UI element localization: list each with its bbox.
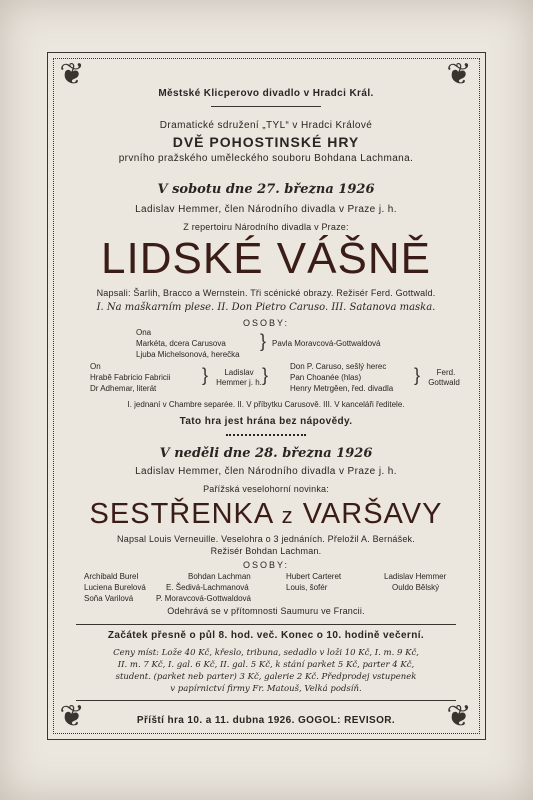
society-name: Dramatické sdružení „TYL“ v Hradci Králové (159, 120, 373, 131)
play2-director: Režisér Bohdan Lachman. (210, 546, 322, 556)
next-performance: Příští hra 10. a 11. dubna 1926. GOGOL: REVISOR. (136, 715, 396, 726)
play1-cast-heading: OSOBY: (242, 318, 289, 328)
cast-name: Hrabě Fabricio Fabricii (90, 373, 171, 382)
play2-credits: Napsal Louis Verneuille. Veselohra o 3 jednáních. Přeložil A. Bernášek. (117, 534, 415, 544)
cast-actor: Ouldo Bělský (392, 583, 440, 592)
play1-note: Tato hra jest hrána bez nápovědy. (179, 416, 353, 427)
prices-line: v papírnictví firmy Fr. Matouš, Velká podsíň. (170, 684, 362, 694)
play2-novelty: Pařížská veselohorní novinka: (203, 484, 329, 494)
cast-actor: Hemmer j. h. (216, 378, 262, 387)
brace: } (414, 365, 421, 385)
divider (76, 624, 456, 625)
cast-name: Hubert Carteret (286, 572, 342, 581)
theatre-name: Městské Klicperovo divadlo v Hradci Král. (158, 88, 374, 99)
cast-actor: P. Moravcová-Gottwaldová (156, 594, 252, 603)
cast-actor: Ladislav Hemmer (384, 572, 447, 581)
brace: } (202, 365, 209, 385)
divider (211, 106, 321, 107)
play1-scenes: I. Na maškarním plese. II. Don Pietro Caruso. III. Satanova maska. (96, 302, 436, 313)
play1-credits: Napsali: Šarlih, Bracco a Wernstein. Tři scénické obrazy. Režisér Ferd. Gottwald. (96, 288, 436, 298)
cast-actor: Ferd. (436, 368, 456, 377)
ensemble: prvního pražského uměleckého souboru Bohdana Lachmana. (118, 153, 414, 164)
cast-actor: E. Šedivá-Lachmanová (166, 583, 249, 592)
cast-name: Luciena Burelová (84, 583, 146, 592)
corner-ornament-icon: ❦ (446, 699, 472, 734)
play2-guest: Ladislav Hemmer, člen Národního divadla v Praze j. h. (135, 466, 397, 477)
cast-actor: Ladislav (224, 368, 254, 377)
brace: } (262, 365, 269, 385)
cast-name: On (90, 362, 101, 371)
play2-title (66, 496, 466, 534)
cast-name: Archibald Burel (84, 572, 139, 581)
cast-name: Dr Adhemar, literát (90, 384, 157, 393)
cast-actor: Bohdan Lachman (188, 572, 251, 581)
cast-actor: Gottwald (428, 378, 460, 387)
headline: DVĚ POHOSTINSKÉ HRY (172, 134, 360, 150)
cast-name: Don P. Caruso, sešlý herec (290, 362, 387, 371)
dotted-divider (226, 434, 306, 436)
cast-actor: Pavla Moravcová-Gottwaldová (272, 339, 381, 348)
play1-date: V sobotu dne 27. března 1926 (157, 182, 375, 197)
cast-name: Ljuba Michelsonová, herečka (136, 350, 240, 359)
play1-guest: Ladislav Hemmer, člen Národního divadla v Praze j. h. (135, 204, 397, 215)
prices-line: Ceny míst: Lože 40 Kč, křeslo, tribuna, sedadlo v loži 10 Kč, I. m. 9 Kč, (113, 648, 419, 658)
play2-cast-heading: OSOBY: (242, 560, 289, 570)
play2-date: V neděli dne 28. března 1926 (159, 446, 373, 461)
cast-name: Louis, šofér (286, 583, 328, 592)
play2-setting: Odehrává se v přítomnosti Saumuru ve Francii. (167, 606, 365, 616)
corner-ornament-icon: ❦ (59, 57, 85, 92)
corner-ornament-icon: ❦ (59, 699, 85, 734)
cast-name: Henry Metrgěen, řed. divadla (290, 384, 394, 393)
start-times: Začátek přesně o půl 8. hod. več. Konec o 10. hodině večerní. (107, 630, 425, 641)
play1-title: LIDSKÉ VÁŠNĚ (101, 234, 431, 283)
play2-title-part: z (281, 503, 294, 528)
cast-name: Pan Choanée (hlas) (290, 373, 362, 382)
play2-title-part: SESTŘENKA (89, 498, 273, 530)
brace: } (260, 331, 267, 351)
prices-line: student. (parket neb parter) 3 Kč, galerie 2 Kč. Předprodej vstupenek (115, 672, 417, 682)
cast-name: Ona (136, 328, 152, 337)
cast-name: Markéta, dcera Carusova (136, 339, 226, 348)
cast-name: Soňa Varilová (84, 594, 134, 603)
prices-line: II. m. 7 Kč, I. gal. 6 Kč, II. gal. 5 Kč, k stání parket 5 Kč, parter 4 Kč, (117, 660, 415, 670)
play1-settings: I. jednaní v Chambre separée. II. V příbytku Carusově. III. V kanceláři ředitele. (127, 400, 405, 409)
play1-repertoire: Z repertoiru Národního divadla v Praze: (183, 222, 349, 232)
corner-ornament-icon: ❦ (446, 57, 472, 92)
play2-title-part: VARŠAVY (302, 498, 443, 530)
